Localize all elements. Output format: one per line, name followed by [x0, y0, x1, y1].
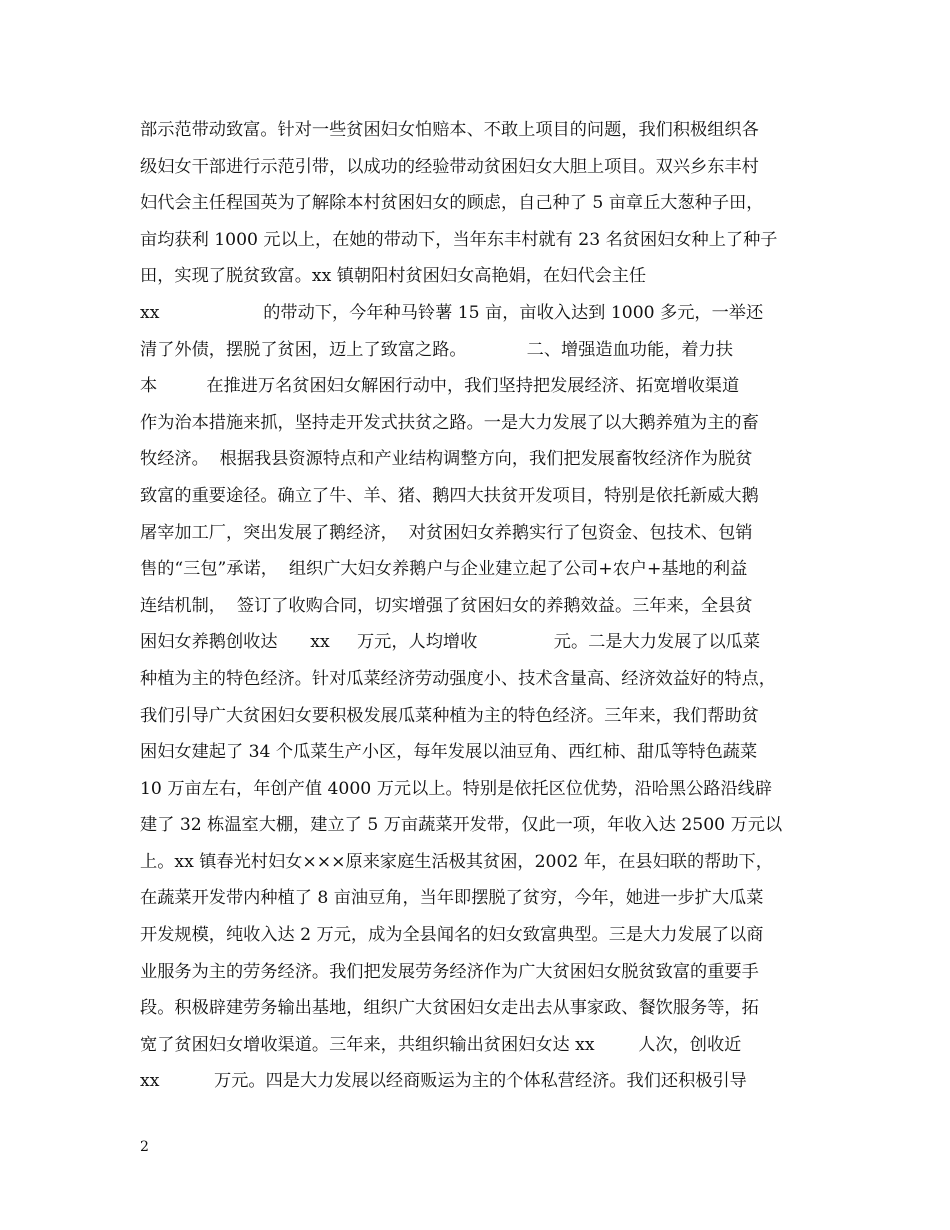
text-line: 清了外债，摆脱了贫困，迈上了致富之路。 二、增强造血功能，着力扶	[140, 339, 733, 360]
text-line: 段。积极辟建劳务输出基地，组织广大贫困妇女走出去从事家政、餐饮服务等，拓	[140, 998, 759, 1019]
page-number: 2	[140, 1139, 149, 1155]
text-line: 售的“三包”承诺， 组织广大妇女养鹅户与企业建立起了公司+农户+基地的利益	[140, 559, 748, 580]
text-line: 建了 32 栋温室大棚，建立了 5 万亩蔬菜开发带，仅此一项，年收入达 2500 万元以	[140, 815, 783, 836]
text-line: 妇代会主任程国英为了解除本村贫困妇女的顾虑，自己种了 5 亩章丘大葱种子田，	[140, 193, 764, 214]
text-line: 上。xx 镇春光村妇女×××原来家庭生活极其贫困，2002 年，在县妇联的帮助下，	[140, 851, 773, 872]
text-line: xx 的带动下，今年种马铃薯 15 亩，亩收入达到 1000 多元，一举还	[140, 302, 764, 323]
text-line: 我们引导广大贫困妇女要积极发展瓜菜种植为主的特色经济。三年来，我们帮助贫	[140, 705, 759, 726]
body-text	[140, 112, 820, 1100]
text-line: 牧经济。 根据我县资源特点和产业结构调整方向，我们把发展畜牧经济作为脱贫	[140, 449, 753, 470]
text-line: 宽了贫困妇女增收渠道。三年来，共组织输出贫困妇女达 xx 人次，创收近	[140, 1034, 742, 1055]
text-line: 致富的重要途径。确立了牛、羊、猪、鹅四大扶贫开发项目，特别是依托新威大鹅	[140, 485, 759, 506]
text-line: xx 万元。四是大力发展以经商贩运为主的个体私营经济。我们还积极引导	[140, 1071, 747, 1092]
text-line: 开发规模，纯收入达 2 万元，成为全县闻名的妇女致富典型。三是大力发展了以商	[140, 925, 764, 946]
text-line: 级妇女干部进行示范引带，以成功的经验带动贫困妇女大胆上项目。双兴乡东丰村	[140, 156, 759, 177]
text-line: 困妇女建起了 34 个瓜菜生产小区，每年发展以油豆角、西红柿、甜瓜等特色蔬菜	[140, 742, 758, 763]
text-line: 亩均获利 1000 元以上，在她的带动下，当年东丰村就有 23 名贫困妇女种上了种子	[140, 229, 778, 250]
text-line: 本 在推进万名贫困妇女解困行动中，我们坚持把发展经济、拓宽增收渠道	[140, 376, 740, 397]
text-line: 作为治本措施来抓，坚持走开发式扶贫之路。一是大力发展了以大鹅养殖为主的畜	[140, 412, 759, 433]
text-line: 业服务为主的劳务经济。我们把发展劳务经济作为广大贫困妇女脱贫致富的重要手	[140, 961, 759, 982]
text-line: 种植为主的特色经济。针对瓜菜经济劳动强度小、技术含量高、经济效益好的特点，	[140, 668, 776, 689]
text-line: 10 万亩左右，年创产值 4000 万元以上。特别是依托区位优势，沿哈黑公路沿线辟	[140, 778, 773, 799]
text-line: 部示范带动致富。针对一些贫困妇女怕赔本、不敢上项目的问题，我们积极组织各	[140, 120, 759, 140]
text-line: 田，实现了脱贫致富。xx 镇朝阳村贫困妇女高艳娟，在妇代会主任	[140, 266, 647, 287]
text-line: 连结机制， 签订了收购合同，切实增强了贫困妇女的养鹅效益。三年来，全县贫	[140, 595, 753, 616]
text-line: 在蔬菜开发带内种植了 8 亩油豆角，当年即摆脱了贫穷，今年，她进一步扩大瓜菜	[140, 888, 764, 909]
text-line: 屠宰加工厂，突出发展了鹅经济， 对贫困妇女养鹅实行了包资金、包技术、包销	[140, 522, 753, 543]
text-line: 困妇女养鹅创收达 xx 万元，人均增收 元。二是大力发展了以瓜菜	[140, 632, 761, 653]
